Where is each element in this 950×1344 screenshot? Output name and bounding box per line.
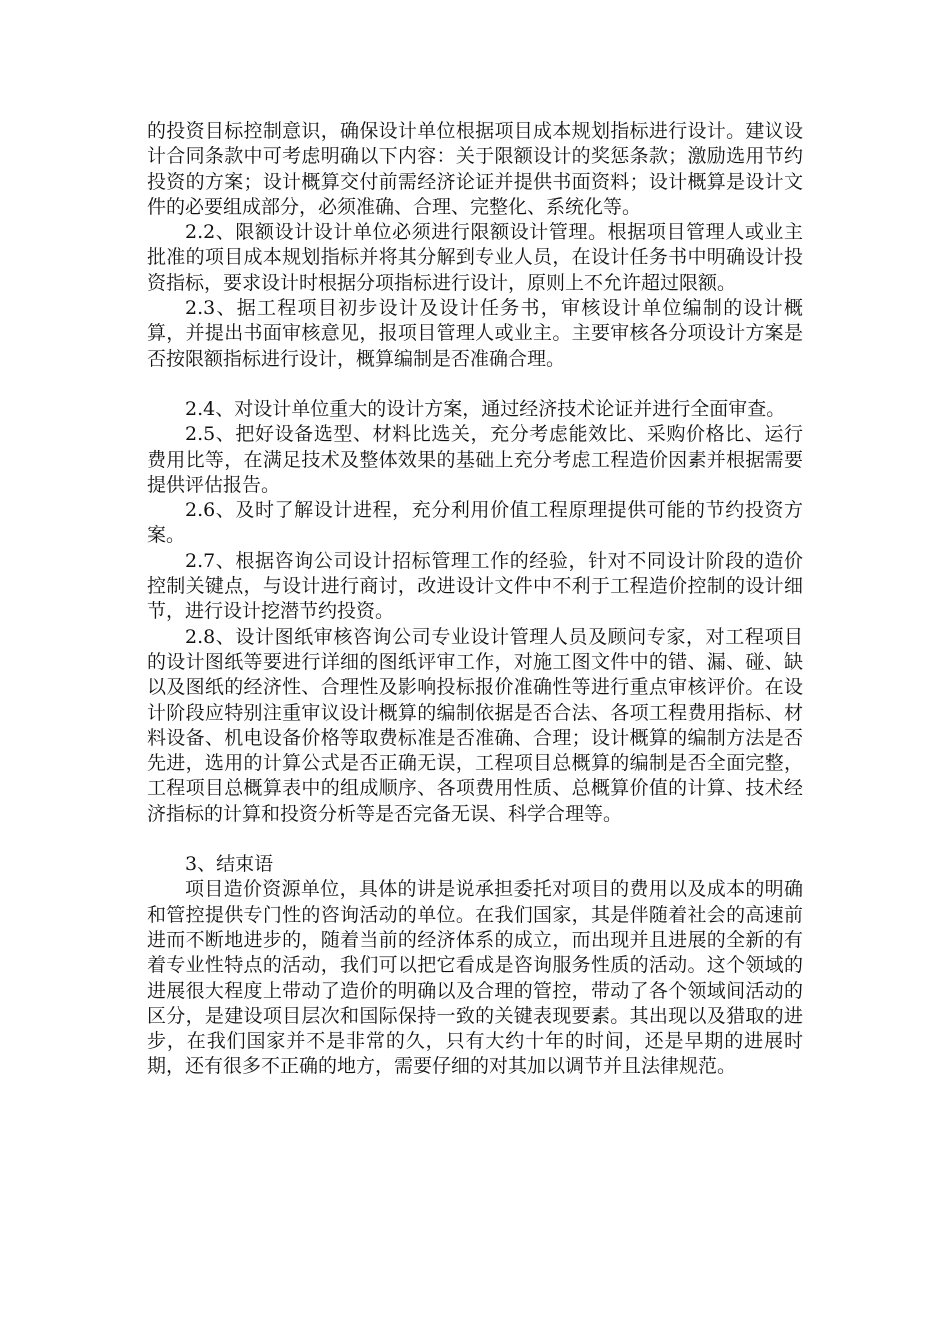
document-page [147, 119, 803, 1080]
paragraph-2-2: 2.2、限额设计设计单位必须进行限额设计管理。根据项目管理人或业主批准的项目成本规划指标并将其分解到专业人员，在设计任务书中明确设计投资指标，要求设计时根据分项指标进行设计，原则上不允许超过限额。 [147, 221, 803, 294]
paragraph-spacer [147, 827, 803, 852]
paragraph-2-8: 2.8、设计图纸审核咨询公司专业设计管理人员及顾问专家，对工程项目的设计图纸等要进行详细的图纸评审工作，对施工图文件中的错、漏、碰、缺以及图纸的经济性、合理性及影响投标报价准确性等进行重点审核评价。在设计阶段应特别注重审议设计概算的编制依据是否合法、各项工程费用指标、材料设备、机电设备价格等取费标准是否准确、合理；设计概算的编制方法是否先进，选用的计算公式是否正确无误，工程项目总概算的编制是否全面完整，工程项目总概算表中的组成顺序、各项费用性质、总概算价值的计算、技术经济指标的计算和投资分析等是否完备无误、科学合理等。 [147, 625, 803, 825]
paragraph-2-7: 2.7、根据咨询公司设计招标管理工作的经验，针对不同设计阶段的造价控制关键点，与设计进行商讨，改进设计文件中不利于工程造价控制的设计细节，进行设计挖潜节约投资。 [147, 549, 803, 623]
paragraph-2-6: 2.6、及时了解设计进程，充分利用价值工程原理提供可能的节约投资方案。 [147, 499, 803, 547]
paragraph-2-4: 2.4、对设计单位重大的设计方案，通过经济技术论证并进行全面审查。 [185, 397, 786, 420]
paragraph-2-3: 2.3、据工程项目初步设计及设计任务书，审核设计单位编制的设计概算，并提出书面审核意见，报项目管理人或业主。主要审核各分项设计方案是否按限额指标进行设计，概算编制是否准确合理。 [147, 297, 803, 370]
paragraph-conclusion: 项目造价资源单位，具体的讲是说承担委托对项目的费用以及成本的明确和管控提供专门性的咨询活动的单位。在我们国家，其是伴随着社会的高速前进而不断地进步的，随着当前的经济体系的成立，而出现并且进展的全新的有着专业性特点的活动，我们可以把它看成是咨询服务性质的活动。这个领域的进展很大程度上带动了造价的明确以及合理的管控，带动了各个领域间活动的区分，是建设项目层次和国际保持一致的关键表现要素。其出现以及猎取的进步，在我们国家并不是非常的久，只有大约十年的时间，还是早期的进展时期，还有很多不正确的地方，需要仔细的对其加以调节并且法律规范。 [147, 878, 803, 1078]
paragraph-2-5: 2.5、把好设备选型、材料比选关，充分考虑能效比、采购价格比、运行费用比等，在满足技术及整体效果的基础上充分考虑工程造价因素并根据需要提供评估报告。 [147, 423, 803, 496]
paragraph-design-contract: 的投资目标控制意识，确保设计单位根据项目成本规划指标进行设计。建议设计合同条款中可考虑明确以下内容：关于限额设计的奖惩条款；激励选用节约投资的方案；设计概算交付前需经济论证并提供书面资料；设计概算是设计文件的必要组成部分，必须准确、合理、完整化、系统化等。 [147, 120, 803, 218]
section-heading-conclusion: 3、结束语 [185, 853, 274, 876]
paragraph-spacer [147, 372, 803, 397]
